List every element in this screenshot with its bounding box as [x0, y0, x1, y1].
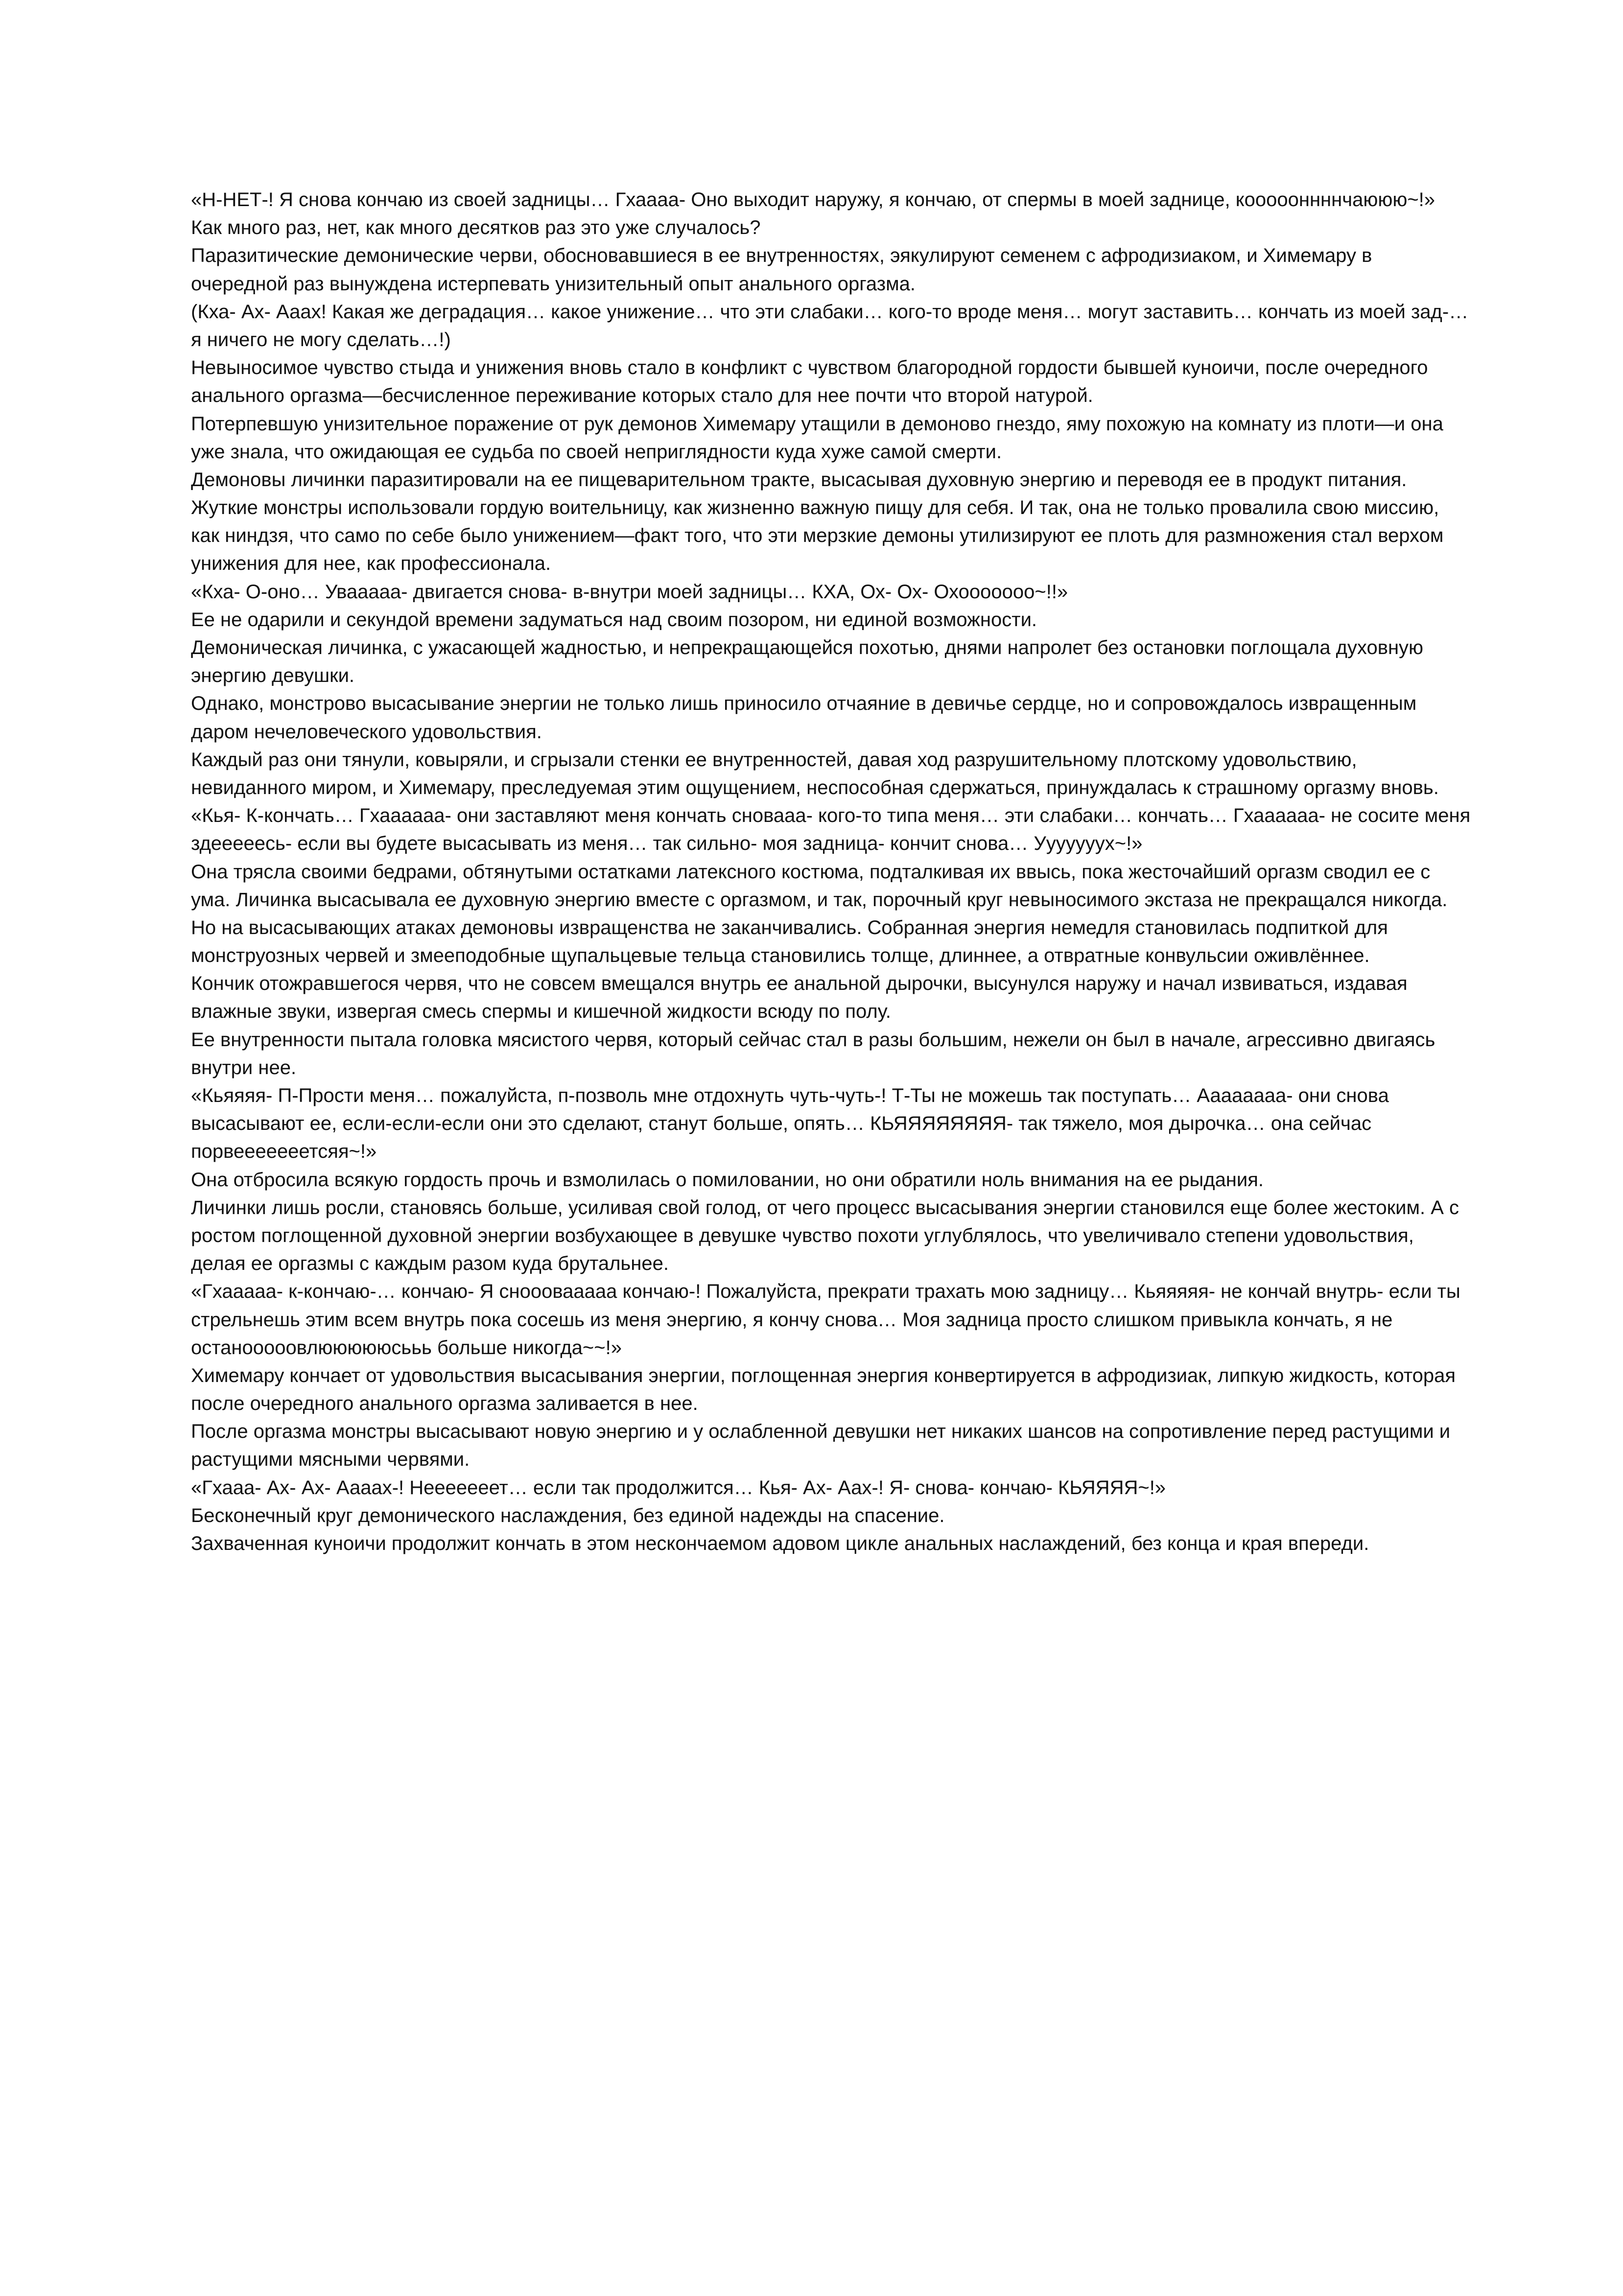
- paragraph: Бесконечный круг демонического наслаждения, без единой надежды на спасение.: [191, 1504, 945, 1526]
- paragraph: Химемару кончает от удовольствия высасывания энергии, поглощенная энергия конвертируется в афродизиак, липкую жидкость, которая после очередного анального оргазма заливается в нее.: [191, 1364, 1456, 1415]
- paragraph: Потерпевшую унизительное поражение от рук демонов Химемару утащили в демоново гнездо, яму похожую на комнату из плоти—и она уже знала, что ожидающая ее судьба по своей неприглядности куда хуже самой смерти.: [191, 413, 1443, 463]
- paragraph: Но на высасывающих атаках демоновы извращенства не заканчивались. Собранная энергия немедля становилась подпиткой для монструозных червей и змееподобные щупальцевые тельца становились толще, длиннее, а отвратные конвульсии оживлённее.: [191, 916, 1388, 967]
- document-text-body: [191, 186, 1471, 1558]
- paragraph: После оргазма монстры высасывают новую энергию и у ослабленной девушки нет никаких шансов на сопротивление перед растущими и растущими мясными червями.: [191, 1421, 1451, 1471]
- paragraph: Как много раз, нет, как много десятков раз это уже случалось?: [191, 217, 761, 239]
- paragraph: (Кха- Ах- Ааах! Какая же деградация… какое унижение… что эти слабаки… кого-то вроде меня… могут заставить… кончать из моей зад-… я ничего не могу сделать…!): [191, 301, 1469, 351]
- paragraph: «Гхааааа- к-кончаю-… кончаю- Я снооовааааа кончаю-! Пожалуйста, прекрати трахать мою задницу… Кьяяяяя- не кончай внутрь- если ты стрельнешь этим всем внутрь пока сосешь из меня энергию, я кончу снова… Моя задница просто слишком привыкла кончать, я не останооооовлюююююсььь больше никогда~~!»: [191, 1281, 1460, 1359]
- paragraph: Личинки лишь росли, становясь больше, усиливая свой голод, от чего процесс высасывания энергии становился еще более жестоким. А с ростом поглощенной духовной энергии возбухающее в девушке чувство похоти углублялось, что увеличивало степени удовольствия, делая ее оргазмы с каждым разом куда брутальнее.: [191, 1196, 1459, 1275]
- paragraph: Демоническая личинка, с ужасающей жадностью, и непрекращающейся похотью, днями напролет без остановки поглощала духовную энергию девушки.: [191, 637, 1424, 687]
- paragraph: Она трясла своими бедрами, обтянутыми остатками латексного костюма, подталкивая их ввысь, пока жесточайший оргазм сводил ее с ума. Личинка высасывала ее духовную энергию вместе с оргазмом, и так, порочный круг невыносимого экстаза не прекращался никогда.: [191, 861, 1448, 911]
- paragraph: Демоновы личинки паразитировали на ее пищеварительном тракте, высасывая духовную энергию и переводя ее в продукт питания. Жуткие монстры использовали гордую воительницу, как жизненно важную пищу для себя. И так, она не только провалила свою миссию, как ниндзя, что само по себе было унижением—факт того, что эти мерзкие демоны утилизируют ее плоть для размножения стал верхом унижения для нее, как профессионала.: [191, 469, 1444, 575]
- paragraph: «Кьяяяя- П-Прости меня… пожалуйста, п-позволь мне отдохнуть чуть-чуть-! Т-Ты не можешь так поступать… Аааааааа- они снова высасывают ее, если-если-если они это сделают, станут больше, опять… КЬЯЯЯЯЯЯЯЯ- так тяжело, моя дырочка… она сейчас порвееееееетсяя~!»: [191, 1085, 1389, 1163]
- paragraph: Однако, монстрово высасывание энергии не только лишь приносило отчаяние в девичье сердце, но и сопровождалось извращенным даром нечеловеческого удовольствия.: [191, 693, 1417, 743]
- paragraph: Кончик отожравшегося червя, что не совсем вмещался внутрь ее анальной дырочки, высунулся наружу и начал извиваться, издавая влажные звуки, извергая смесь спермы и кишечной жидкости всюду по полу.: [191, 973, 1408, 1023]
- paragraph: Каждый раз они тянули, ковыряли, и сгрызали стенки ее внутренностей, давая ход разрушительному плотскому удовольствию, невиданного миром, и Химемару, преследуемая этим ощущением, неспособная сдержаться, принуждалась к страшному оргазму вновь.: [191, 749, 1439, 798]
- paragraph: «Н-НЕТ-! Я снова кончаю из своей задницы… Гхаааа- Оно выходит наружу, я кончаю, от спермы в моей заднице, коооооннннчаююю~!»: [191, 189, 1435, 211]
- paragraph: Она отбросила всякую гордость прочь и взмолилась о помиловании, но они обратили ноль внимания на ее рыдания.: [191, 1169, 1264, 1191]
- paragraph: «Кха- О-оно… Уваааaа- двигается снова- в-внутри моей задницы… КХА, Ох- Ох- Охооооооо~!!»: [191, 581, 1068, 603]
- paragraph: Невыносимое чувство стыда и унижения вновь стало в конфликт с чувством благородной гордости бывшей куноичи, после очередного анального оргазма—бесчисленное переживание которых стало для нее почти что второй натурой.: [191, 357, 1428, 407]
- paragraph: Ее не одарили и секундой времени задуматься над своим позором, ни единой возможности.: [191, 609, 1037, 631]
- paragraph: Ее внутренности пытала головка мясистого червя, который сейчас стал в разы большим, нежели он был в начале, агрессивно двигаясь внутри нее.: [191, 1029, 1435, 1078]
- paragraph: «Кья- К-кончать… Гхаааааа- они заставляют меня кончать сноваaа- кого-то типа меня… эти слабаки… кончать… Гхааааaа- не сосите меня здееееесь- если вы будете высасывать из меня… так сильно- моя задница- кончит снова… Уууууууx~!»: [191, 805, 1471, 855]
- paragraph: Захваченная куноичи продолжит кончать в этом нескончаемом адовом цикле анальных наслаждений, без конца и края впереди.: [191, 1533, 1369, 1554]
- paragraph: «Гхааа- Ах- Ах- Аааах-! Нееееееет… если так продолжится… Кья- Ах- Аах-! Я- снова- кончаю- КЬЯЯЯЯ~!»: [191, 1476, 1166, 1499]
- paragraph: Паразитические демонические черви, обосновавшиеся в ее внутренностях, эякулируют семенем с афродизиаком, и Химемару в очередной раз вынуждена истерпевать унизительный опыт анального оргазма.: [191, 245, 1372, 295]
